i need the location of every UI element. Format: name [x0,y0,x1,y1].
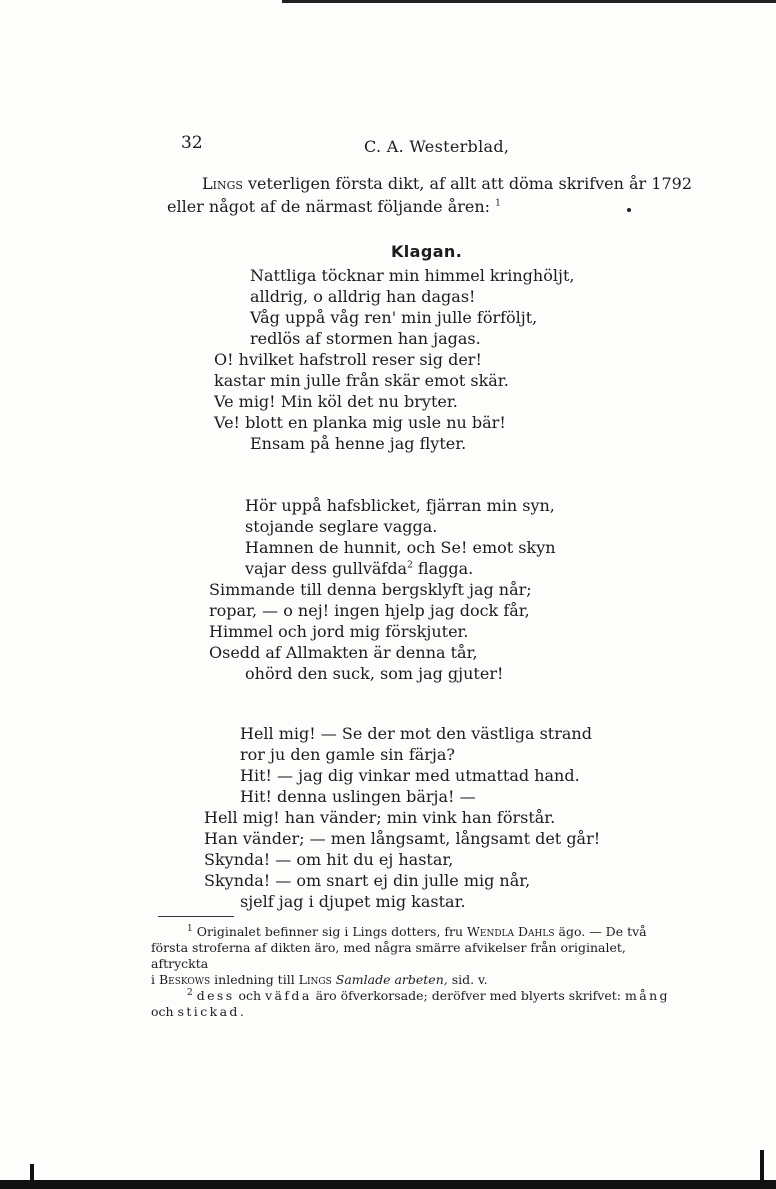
footnote-word: mång [624,988,670,1003]
footnote-word: dess [196,988,235,1003]
footnote-text: Originalet befinner sig i Lings dotters, fru [192,924,468,939]
footnote-1-line-2: första stroferna af dikten äro, med några smärre afvikelser från originalet, aftryckta [151,940,626,971]
verse-line: stojande seglare vagga. [245,517,438,536]
verse-line: Ve mig! Min köl det nu bryter. [214,392,458,411]
scan-bottom-edge [0,1180,776,1189]
footnote-text: äro öfverkorsade; deröfver med blyerts skrifvet: [311,988,625,1003]
verse-line: O! hvilket hafstroll reser sig der! [214,350,482,369]
intro-line-1-text: veterligen första dikt, af allt att döma skrifven år 1792 [242,174,692,193]
footnote-text: sid. v. [447,972,488,987]
footnotes [151,924,679,1020]
footnote-name: Lings [298,972,332,987]
stanza-1 [214,265,574,454]
footnote-text: och [234,988,266,1003]
footnote-ref-2: 2 [407,560,413,571]
footnote-word: stickad [177,1004,240,1019]
verse-line: Hamnen de hunnit, och Se! emot skyn [245,538,556,557]
verse-line: Skynda! — om snart ej din julle mig når, [204,871,531,890]
verse-line: Hit! — jag dig vinkar med utmattad hand. [240,766,580,785]
footnote-book-title: Samlade arbeten, [335,972,448,987]
footnote-text: och [151,1004,178,1019]
verse-line: Hell mig! han vänder; min vink han förstår. [204,808,556,827]
scan-top-edge [282,0,776,3]
scan-right-mark [760,1150,764,1189]
footnote-2-mark: 2 [187,987,193,998]
verse-line [209,558,556,579]
footnote-2 [151,988,679,1004]
footnote-text: ägo. — De två [554,924,647,939]
stanza-3 [204,723,600,912]
footnote-word: väfda [265,988,312,1003]
verse-line: redlös af stormen han jagas. [250,329,481,348]
verse-line: Hör uppå hafsblicket, fjärran min syn, [245,496,555,515]
verse-line: Hell mig! — Se der mot den västliga strand [240,724,592,743]
poem-title: Klagan. [391,242,463,261]
footnote-name: Beskows [158,972,211,987]
verse-line: Himmel och jord mig förskjuter. [209,622,469,641]
verse-line: ror ju den gamle sin färja? [240,745,455,764]
verse-line: Nattliga töcknar min himmel kringhöljt, [250,266,575,285]
verse-line: Ensam på henne jag flyter. [250,434,467,453]
running-head: C. A. Westerblad, [364,137,510,156]
footnote-divider [158,916,234,917]
footnote-ref-1: 1 [495,198,501,209]
footnote-text: . [239,1004,244,1019]
verse-line: ohörd den suck, som jag gjuter! [245,664,504,683]
verse-line: Våg uppå våg ren' min julle förföljt, [250,308,538,327]
intro-line-1 [167,172,697,195]
stanza-2 [209,495,556,684]
verse-line: kastar min julle från skär emot skär. [214,371,509,390]
verse-line: ropar, — o nej! ingen hjelp jag dock får, [209,601,530,620]
verse-line-text: vajar dess gullväfda [245,559,408,578]
footnote-text: inledning till [210,972,299,987]
scan-left-mark [30,1164,34,1189]
ink-speck [627,208,631,212]
verse-line: Osedd af Allmakten är denna tår, [209,643,478,662]
verse-line: alldrig, o alldrig han dagas! [250,287,476,306]
intro-line-2-text: eller något af de närmast följande åren: [167,197,491,216]
author-name: Lings [202,174,243,193]
footnote-name: Wendla Dahls [467,924,555,939]
footnote-1 [151,924,679,940]
page-number: 32 [181,133,203,153]
verse-line: Hit! denna uslingen bärja! — [240,787,476,806]
verse-line: Skynda! — om hit du ej hastar, [204,850,454,869]
footnote-1-mark: 1 [187,923,193,934]
verse-line: Simmande till denna bergsklyft jag når; [209,580,532,599]
verse-line: Ve! blott en planka mig usle nu bär! [214,413,506,432]
footnote-2-line-2 [151,1004,679,1020]
verse-line-text: flagga. [417,559,474,578]
intro-paragraph [167,172,697,218]
footnote-1-line-3 [151,972,679,988]
verse-line: Han vänder; — men långsamt, långsamt det går! [204,829,601,848]
verse-line: sjelf jag i djupet mig kastar. [240,892,466,911]
intro-line-2 [167,195,697,218]
footnote-text: i [151,972,159,987]
